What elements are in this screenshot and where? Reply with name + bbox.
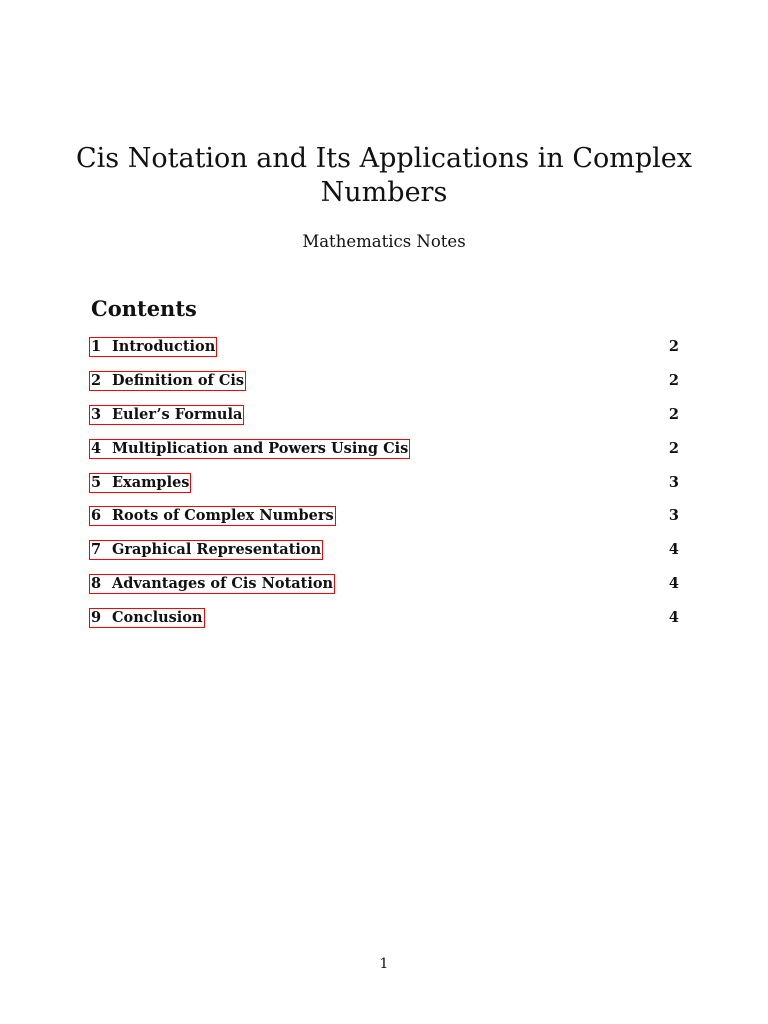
toc-section-number: 6: [91, 507, 102, 525]
toc-section-number: 5: [91, 473, 102, 491]
toc-page-number: 4: [668, 609, 679, 627]
toc-page-number: 2: [668, 405, 679, 423]
toc-section-number: 2: [91, 371, 102, 389]
toc-section-title: Conclusion: [112, 609, 203, 627]
toc-page-number: 2: [668, 338, 679, 355]
toc-section-number: 1: [91, 338, 102, 355]
toc-section-number: 9: [91, 609, 102, 627]
toc-section-title: Graphical Representation: [112, 541, 322, 559]
toc-link-definition-of-cis[interactable]: [89, 371, 246, 391]
document-title: Cis Notation and Its Applications in Complex Numbers: [76, 143, 692, 208]
toc-entry: [89, 470, 681, 504]
toc-entry: [89, 537, 681, 571]
toc-page-number: 2: [668, 439, 679, 457]
toc-section-title: Multiplication and Powers Using Cis: [112, 439, 409, 457]
toc-link-introduction[interactable]: [89, 337, 217, 357]
toc-page-number: 4: [668, 575, 679, 593]
toc-page-number: 3: [668, 507, 679, 525]
toc-section-number: 8: [91, 575, 102, 593]
toc-entry: [89, 402, 681, 436]
toc-entry: [89, 503, 681, 537]
toc-section-title: Roots of Complex Numbers: [112, 507, 334, 525]
toc-link-conclusion[interactable]: [89, 608, 205, 628]
toc-link-advantages-of-cis-notation[interactable]: [89, 574, 335, 594]
toc-section-title: Advantages of Cis Notation: [112, 575, 334, 593]
toc-link-graphical-representation[interactable]: [89, 540, 323, 560]
toc-entry: [89, 436, 681, 470]
toc-entry: [89, 334, 681, 368]
contents-heading: Contents: [91, 296, 197, 321]
toc-link-multiplication-and-powers[interactable]: [89, 439, 410, 459]
toc-entry: [89, 368, 681, 402]
toc-page-number: 3: [668, 473, 679, 491]
toc-section-title: Examples: [112, 473, 190, 491]
toc-section-title: Introduction: [112, 338, 216, 355]
page-number: 1: [379, 956, 389, 972]
document-author: Mathematics Notes: [302, 232, 466, 251]
toc-link-roots-of-complex-numbers[interactable]: [89, 506, 336, 526]
toc-entry: [89, 605, 681, 639]
toc-section-number: 3: [91, 405, 102, 423]
toc-section-title: Definition of Cis: [112, 371, 245, 389]
toc-entry: [89, 571, 681, 605]
table-of-contents: [89, 334, 681, 639]
toc-page-number: 2: [668, 371, 679, 389]
toc-section-number: 4: [91, 439, 102, 457]
toc-page-number: 4: [668, 541, 679, 559]
toc-section-title: Euler’s Formula: [112, 405, 243, 423]
toc-section-number: 7: [91, 541, 102, 559]
toc-link-eulers-formula[interactable]: [89, 405, 244, 425]
toc-link-examples[interactable]: [89, 473, 191, 493]
